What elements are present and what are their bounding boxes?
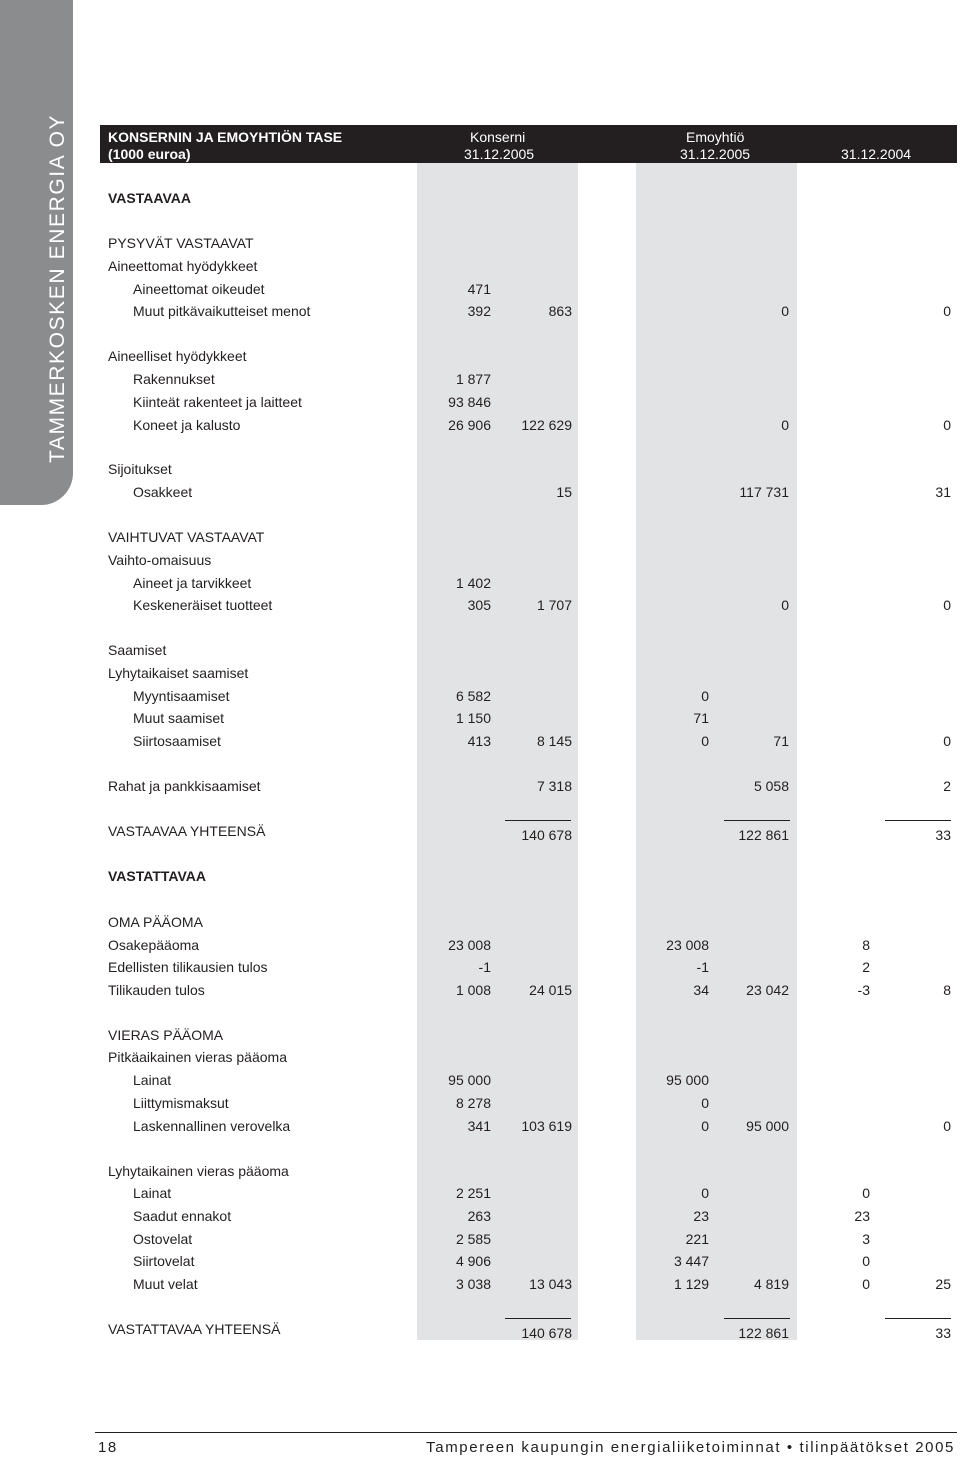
row-value-v6: 33	[935, 1325, 951, 1341]
row-label: Pitkäaikainen vieras pääoma	[108, 1049, 287, 1065]
row-value-v1: 8 278	[455, 1095, 491, 1111]
row-label: Muut saamiset	[133, 710, 225, 726]
row-label: Lyhytaikaiset saamiset	[108, 665, 249, 681]
table-row	[0, 1325, 960, 1345]
row-value-v2: 8 145	[536, 733, 572, 749]
table-row	[0, 1163, 960, 1183]
row-value-v2: 122 629	[521, 417, 572, 433]
row-value-v3: 3 447	[673, 1253, 709, 1269]
row-value-v3: 0	[701, 733, 709, 749]
row-value-v4: 0	[781, 303, 789, 319]
total-line	[505, 1318, 571, 1319]
row-value-v2: 1 707	[536, 597, 572, 613]
row-value-v2: 13 043	[529, 1276, 572, 1292]
row-value-v3: 221	[685, 1231, 709, 1247]
row-value-v3: -1	[696, 959, 709, 975]
row-value-v1: 392	[467, 303, 491, 319]
row-value-v3: 0	[701, 688, 709, 704]
row-label: Laskennallinen verovelka	[133, 1118, 291, 1134]
row-value-v6: 8	[943, 982, 951, 998]
row-value-v4: 71	[773, 733, 789, 749]
table-title: KONSERNIN JA EMOYHTIÖN TASE	[108, 129, 343, 145]
unit-label: (1000 euroa)	[108, 146, 191, 162]
row-value-v3: 23	[693, 1208, 709, 1224]
table-row	[0, 258, 960, 278]
group-label: Konserni	[470, 129, 526, 145]
row-value-v2: 15	[556, 484, 572, 500]
row-value-v2: 7 318	[536, 778, 572, 794]
row-value-v1: 93 846	[448, 394, 491, 410]
row-label: OMA PÄÄOMA	[108, 914, 203, 930]
table-row	[0, 303, 960, 323]
row-value-v4: 0	[781, 417, 789, 433]
row-label: Osakepääoma	[108, 937, 200, 953]
row-value-v1: 1 877	[455, 371, 491, 387]
row-value-v3: 23 008	[666, 937, 709, 953]
row-value-v4: 0	[781, 597, 789, 613]
table-row	[0, 868, 960, 888]
table-row	[0, 484, 960, 504]
row-value-v2: 140 678	[521, 827, 572, 843]
row-value-v5: 2	[862, 959, 870, 975]
row-value-v4: 122 861	[738, 827, 789, 843]
row-label: Lainat	[133, 1072, 172, 1088]
row-value-v4: 117 731	[739, 484, 789, 500]
row-label: Muut velat	[133, 1276, 198, 1292]
row-label: Aineelliset hyödykkeet	[108, 348, 247, 364]
total-line	[505, 820, 571, 821]
row-label: Lainat	[133, 1185, 172, 1201]
table-row	[0, 461, 960, 481]
table-row	[0, 642, 960, 662]
row-value-v3: 34	[693, 982, 709, 998]
row-value-v2: 103 619	[521, 1118, 572, 1134]
row-label: Ostovelat	[133, 1231, 193, 1247]
table-row	[0, 575, 960, 595]
publication-title: Tampereen kaupungin energialiiketoiminnat • tilinpäätökset 2005	[426, 1439, 955, 1456]
table-row	[0, 281, 960, 301]
table-row	[0, 348, 960, 368]
table-row	[0, 1027, 960, 1047]
table-row	[0, 665, 960, 685]
row-value-v5: -3	[857, 982, 870, 998]
row-label: VASTATTAVAA YHTEENSÄ	[108, 1321, 281, 1337]
row-value-v1: 1 402	[455, 575, 491, 591]
row-label: Edellisten tilikausien tulos	[108, 959, 268, 975]
row-label: Aineettomat hyödykkeet	[108, 258, 258, 274]
row-value-v4: 4 819	[753, 1276, 789, 1292]
row-value-v1: 4 906	[455, 1253, 491, 1269]
row-value-v6: 25	[935, 1276, 951, 1292]
row-label: Keskeneräiset tuotteet	[133, 597, 273, 613]
row-value-v6: 0	[943, 597, 951, 613]
table-row	[0, 417, 960, 437]
row-label: Liittymismaksut	[133, 1095, 229, 1111]
table-row	[0, 597, 960, 617]
table-row	[0, 710, 960, 730]
row-value-v1: 2 251	[455, 1185, 491, 1201]
row-value-v1: 1 008	[455, 982, 491, 998]
table-row	[0, 688, 960, 708]
table-row	[0, 1231, 960, 1251]
row-value-v6: 0	[943, 1118, 951, 1134]
row-value-v2: 140 678	[521, 1325, 572, 1341]
row-label: Aineettomat oikeudet	[133, 281, 265, 297]
row-value-v4: 23 042	[746, 982, 789, 998]
table-row	[0, 1095, 960, 1115]
row-value-v1: -1	[478, 959, 491, 975]
row-label: PYSYVÄT VASTAAVAT	[108, 235, 254, 251]
table-row	[0, 1208, 960, 1228]
row-value-v1: 1 150	[455, 710, 491, 726]
parent-label: Emoyhtiö	[686, 129, 745, 145]
row-label: Saadut ennakot	[133, 1208, 232, 1224]
total-line	[885, 1318, 951, 1319]
table-row	[0, 914, 960, 934]
row-value-v5: 0	[862, 1253, 870, 1269]
row-value-v3: 1 129	[673, 1276, 709, 1292]
table-row	[0, 190, 960, 210]
row-value-v5: 23	[854, 1208, 870, 1224]
row-label: Koneet ja kalusto	[133, 417, 241, 433]
row-value-v1: 3 038	[455, 1276, 491, 1292]
table-row	[0, 552, 960, 572]
row-value-v4: 5 058	[753, 778, 789, 794]
row-label: Myyntisaamiset	[133, 688, 230, 704]
row-value-v2: 863	[548, 303, 572, 319]
table-row	[0, 733, 960, 753]
row-label: Siirtovelat	[133, 1253, 195, 1269]
row-label: Siirtosaamiset	[133, 733, 221, 749]
column-date-emoyhtio-prev: 31.12.2004	[841, 146, 912, 162]
table-header	[100, 125, 957, 163]
row-value-v3: 0	[701, 1118, 709, 1134]
company-name: TAMMERKOSKEN ENERGIA OY	[46, 113, 69, 463]
table-row	[0, 529, 960, 549]
page-number: 18	[98, 1439, 118, 1456]
row-label: Osakkeet	[133, 484, 193, 500]
table-row	[0, 1253, 960, 1273]
row-label: Aineet ja tarvikkeet	[133, 575, 252, 591]
row-value-v6: 31	[935, 484, 951, 500]
row-value-v2: 24 015	[529, 982, 572, 998]
row-value-v1: 305	[467, 597, 491, 613]
row-value-v1: 23 008	[448, 937, 491, 953]
table-row	[0, 982, 960, 1002]
table-row	[0, 1049, 960, 1069]
row-value-v6: 33	[935, 827, 951, 843]
total-line	[724, 820, 790, 821]
row-label: Rakennukset	[133, 371, 215, 387]
row-label: Rahat ja pankkisaamiset	[108, 778, 261, 794]
table-row	[0, 959, 960, 979]
row-label: VIERAS PÄÄOMA	[108, 1027, 224, 1043]
row-value-v6: 0	[943, 417, 951, 433]
row-value-v1: 95 000	[448, 1072, 491, 1088]
table-row	[0, 778, 960, 798]
row-label: VASTAAVAA YHTEENSÄ	[108, 823, 266, 839]
row-value-v1: 6 582	[455, 688, 491, 704]
row-label: Kiinteät rakenteet ja laitteet	[133, 394, 302, 410]
column-date-emoyhtio: 31.12.2005	[680, 146, 751, 162]
row-value-v1: 2 585	[455, 1231, 491, 1247]
row-value-v1: 471	[467, 281, 491, 297]
row-value-v5: 8	[862, 937, 870, 953]
row-value-v3: 0	[701, 1185, 709, 1201]
row-label: VAIHTUVAT VASTAAVAT	[108, 529, 265, 545]
row-label: Muut pitkävaikutteiset menot	[133, 303, 311, 319]
row-value-v3: 95 000	[666, 1072, 709, 1088]
table-row	[0, 937, 960, 957]
row-value-v3: 0	[701, 1095, 709, 1111]
table-row	[0, 1276, 960, 1296]
table-row	[0, 827, 960, 847]
footer-rule	[95, 1432, 957, 1433]
row-value-v1: 341	[467, 1118, 491, 1134]
row-value-v5: 0	[862, 1185, 870, 1201]
table-row	[0, 1185, 960, 1205]
table-row	[0, 371, 960, 391]
row-label: VASTATTAVAA	[108, 868, 206, 884]
row-value-v5: 3	[862, 1231, 870, 1247]
row-label: Vaihto-omaisuus	[108, 552, 212, 568]
column-date-konserni: 31.12.2005	[464, 146, 535, 162]
row-label: VASTAAVAA	[108, 190, 191, 206]
total-line	[885, 820, 951, 821]
row-label: Tilikauden tulos	[108, 982, 205, 998]
row-value-v6: 0	[943, 733, 951, 749]
row-label: Sijoitukset	[108, 461, 172, 477]
row-value-v1: 263	[467, 1208, 491, 1224]
row-label: Lyhytaikainen vieras pääoma	[108, 1163, 289, 1179]
table-row	[0, 1072, 960, 1092]
row-value-v6: 2	[943, 778, 951, 794]
row-value-v3: 71	[693, 710, 709, 726]
row-value-v6: 0	[943, 303, 951, 319]
table-row	[0, 1118, 960, 1138]
row-value-v4: 122 861	[738, 1325, 789, 1341]
table-row	[0, 235, 960, 255]
row-value-v5: 0	[862, 1276, 870, 1292]
row-value-v1: 26 906	[448, 417, 491, 433]
table-row	[0, 394, 960, 414]
row-value-v1: 413	[467, 733, 491, 749]
row-value-v4: 95 000	[746, 1118, 789, 1134]
total-line	[724, 1318, 790, 1319]
row-label: Saamiset	[108, 642, 167, 658]
